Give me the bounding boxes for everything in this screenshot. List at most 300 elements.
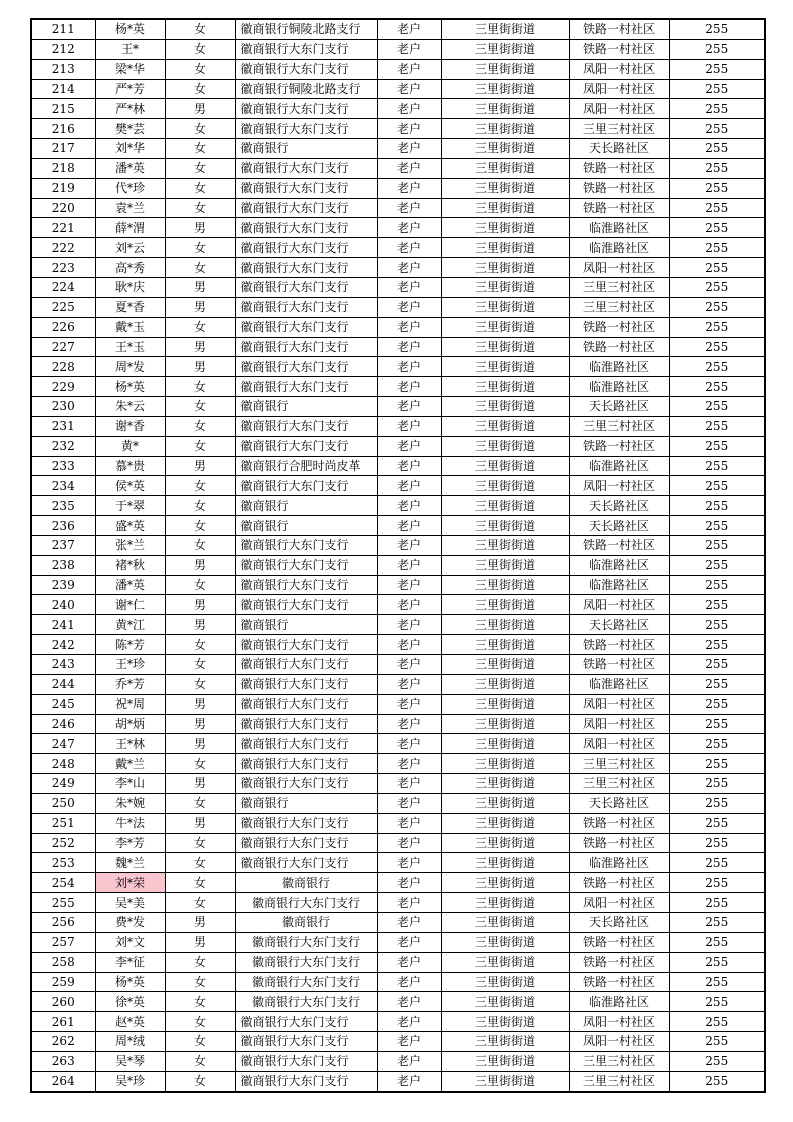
row-number-cell: 233 bbox=[31, 456, 95, 476]
subdistrict-cell: 三里街街道 bbox=[441, 139, 569, 159]
bank-cell: 徽商银行大东门支行 bbox=[235, 853, 377, 873]
bank-cell: 徽商银行大东门支行 bbox=[235, 813, 377, 833]
row-number-cell: 259 bbox=[31, 972, 95, 992]
name-cell: 潘*英 bbox=[95, 575, 165, 595]
subdistrict-cell: 三里街街道 bbox=[441, 119, 569, 139]
subdistrict-cell: 三里街街道 bbox=[441, 397, 569, 417]
gender-cell: 女 bbox=[165, 575, 235, 595]
community-cell: 临淮路社区 bbox=[569, 357, 669, 377]
row-number-cell: 215 bbox=[31, 99, 95, 119]
table-row bbox=[31, 317, 765, 337]
amount-cell: 255 bbox=[669, 714, 765, 734]
bank-cell: 徽商银行大东门支行 bbox=[235, 694, 377, 714]
row-number-cell: 244 bbox=[31, 674, 95, 694]
gender-cell: 女 bbox=[165, 1051, 235, 1071]
amount-cell: 255 bbox=[669, 198, 765, 218]
gender-cell: 男 bbox=[165, 615, 235, 635]
subdistrict-cell: 三里街街道 bbox=[441, 297, 569, 317]
row-number-cell: 232 bbox=[31, 436, 95, 456]
table-row bbox=[31, 238, 765, 258]
account-type-cell: 老户 bbox=[377, 357, 441, 377]
bank-cell: 徽商银行大东门支行 bbox=[235, 674, 377, 694]
gender-cell: 女 bbox=[165, 1032, 235, 1052]
subdistrict-cell: 三里街街道 bbox=[441, 555, 569, 575]
bank-cell: 徽商银行 bbox=[235, 615, 377, 635]
bank-cell: 徽商银行大东门支行 bbox=[235, 952, 377, 972]
community-cell: 铁路一村社区 bbox=[569, 39, 669, 59]
name-cell: 夏*香 bbox=[95, 297, 165, 317]
subdistrict-cell: 三里街街道 bbox=[441, 178, 569, 198]
community-cell: 三里三村社区 bbox=[569, 277, 669, 297]
bank-cell: 徽商银行大东门支行 bbox=[235, 1071, 377, 1091]
row-number-cell: 217 bbox=[31, 139, 95, 159]
account-type-cell: 老户 bbox=[377, 1071, 441, 1091]
table-row bbox=[31, 992, 765, 1012]
row-number-cell: 241 bbox=[31, 615, 95, 635]
bank-cell: 徽商银行大东门支行 bbox=[235, 238, 377, 258]
gender-cell: 男 bbox=[165, 337, 235, 357]
subdistrict-cell: 三里街街道 bbox=[441, 972, 569, 992]
account-type-cell: 老户 bbox=[377, 397, 441, 417]
subdistrict-cell: 三里街街道 bbox=[441, 655, 569, 675]
gender-cell: 女 bbox=[165, 655, 235, 675]
bank-cell: 徽商银行大东门支行 bbox=[235, 317, 377, 337]
table-row bbox=[31, 377, 765, 397]
bank-cell: 徽商银行大东门支行 bbox=[235, 357, 377, 377]
account-type-cell: 老户 bbox=[377, 754, 441, 774]
gender-cell: 女 bbox=[165, 833, 235, 853]
community-cell: 铁路一村社区 bbox=[569, 317, 669, 337]
table-row bbox=[31, 218, 765, 238]
subdistrict-cell: 三里街街道 bbox=[441, 754, 569, 774]
account-type-cell: 老户 bbox=[377, 1012, 441, 1032]
gender-cell: 男 bbox=[165, 694, 235, 714]
name-cell: 费*发 bbox=[95, 912, 165, 932]
amount-cell: 255 bbox=[669, 694, 765, 714]
account-type-cell: 老户 bbox=[377, 119, 441, 139]
account-type-cell: 老户 bbox=[377, 496, 441, 516]
subdistrict-cell: 三里街街道 bbox=[441, 932, 569, 952]
row-number-cell: 263 bbox=[31, 1051, 95, 1071]
gender-cell: 女 bbox=[165, 476, 235, 496]
community-cell: 三里三村社区 bbox=[569, 1051, 669, 1071]
table-row bbox=[31, 476, 765, 496]
gender-cell: 男 bbox=[165, 714, 235, 734]
table-row bbox=[31, 734, 765, 754]
gender-cell: 女 bbox=[165, 893, 235, 913]
table-row bbox=[31, 853, 765, 873]
row-number-cell: 212 bbox=[31, 39, 95, 59]
name-cell: 牛*法 bbox=[95, 813, 165, 833]
community-cell: 临淮路社区 bbox=[569, 674, 669, 694]
table-row bbox=[31, 297, 765, 317]
community-cell: 铁路一村社区 bbox=[569, 337, 669, 357]
bank-cell: 徽商银行铜陵北路支行 bbox=[235, 79, 377, 99]
gender-cell: 男 bbox=[165, 595, 235, 615]
row-number-cell: 256 bbox=[31, 912, 95, 932]
row-number-cell: 219 bbox=[31, 178, 95, 198]
gender-cell: 女 bbox=[165, 79, 235, 99]
name-cell: 戴*兰 bbox=[95, 754, 165, 774]
account-type-cell: 老户 bbox=[377, 59, 441, 79]
gender-cell: 女 bbox=[165, 516, 235, 536]
subdistrict-cell: 三里街街道 bbox=[441, 377, 569, 397]
table-row bbox=[31, 337, 765, 357]
row-number-cell: 224 bbox=[31, 277, 95, 297]
table-row bbox=[31, 1051, 765, 1071]
gender-cell: 女 bbox=[165, 1012, 235, 1032]
account-type-cell: 老户 bbox=[377, 813, 441, 833]
row-number-cell: 220 bbox=[31, 198, 95, 218]
community-cell: 临淮路社区 bbox=[569, 238, 669, 258]
amount-cell: 255 bbox=[669, 793, 765, 813]
table-row bbox=[31, 655, 765, 675]
account-type-cell: 老户 bbox=[377, 615, 441, 635]
community-cell: 凤阳一村社区 bbox=[569, 99, 669, 119]
subdistrict-cell: 三里街街道 bbox=[441, 99, 569, 119]
amount-cell: 255 bbox=[669, 357, 765, 377]
amount-cell: 255 bbox=[669, 952, 765, 972]
table-row bbox=[31, 952, 765, 972]
account-type-cell: 老户 bbox=[377, 972, 441, 992]
row-number-cell: 257 bbox=[31, 932, 95, 952]
account-type-cell: 老户 bbox=[377, 952, 441, 972]
account-type-cell: 老户 bbox=[377, 139, 441, 159]
amount-cell: 255 bbox=[669, 734, 765, 754]
amount-cell: 255 bbox=[669, 1051, 765, 1071]
gender-cell: 女 bbox=[165, 1071, 235, 1091]
community-cell: 临淮路社区 bbox=[569, 377, 669, 397]
name-cell: 朱*婉 bbox=[95, 793, 165, 813]
bank-cell: 徽商银行大东门支行 bbox=[235, 1051, 377, 1071]
amount-cell: 255 bbox=[669, 754, 765, 774]
account-type-cell: 老户 bbox=[377, 416, 441, 436]
community-cell: 天长路社区 bbox=[569, 496, 669, 516]
subdistrict-cell: 三里街街道 bbox=[441, 912, 569, 932]
row-number-cell: 214 bbox=[31, 79, 95, 99]
community-cell: 临淮路社区 bbox=[569, 456, 669, 476]
bank-cell: 徽商银行 bbox=[235, 397, 377, 417]
name-cell: 赵*英 bbox=[95, 1012, 165, 1032]
amount-cell: 255 bbox=[669, 377, 765, 397]
table-row bbox=[31, 774, 765, 794]
table-row bbox=[31, 357, 765, 377]
account-type-cell: 老户 bbox=[377, 635, 441, 655]
gender-cell: 女 bbox=[165, 39, 235, 59]
name-cell: 张*兰 bbox=[95, 535, 165, 555]
bank-cell: 徽商银行 bbox=[235, 793, 377, 813]
name-cell: 胡*炳 bbox=[95, 714, 165, 734]
name-cell: 于*翠 bbox=[95, 496, 165, 516]
community-cell: 凤阳一村社区 bbox=[569, 1032, 669, 1052]
row-number-cell: 252 bbox=[31, 833, 95, 853]
name-cell: 樊*芸 bbox=[95, 119, 165, 139]
table-row bbox=[31, 397, 765, 417]
bank-cell: 徽商银行大东门支行 bbox=[235, 595, 377, 615]
amount-cell: 255 bbox=[669, 79, 765, 99]
amount-cell: 255 bbox=[669, 833, 765, 853]
name-cell: 潘*英 bbox=[95, 158, 165, 178]
account-type-cell: 老户 bbox=[377, 992, 441, 1012]
amount-cell: 255 bbox=[669, 873, 765, 893]
account-type-cell: 老户 bbox=[377, 535, 441, 555]
subdistrict-cell: 三里街街道 bbox=[441, 793, 569, 813]
row-number-cell: 245 bbox=[31, 694, 95, 714]
table-row bbox=[31, 119, 765, 139]
gender-cell: 女 bbox=[165, 535, 235, 555]
community-cell: 三里三村社区 bbox=[569, 774, 669, 794]
row-number-cell: 253 bbox=[31, 853, 95, 873]
gender-cell: 女 bbox=[165, 873, 235, 893]
community-cell: 铁路一村社区 bbox=[569, 813, 669, 833]
row-number-cell: 216 bbox=[31, 119, 95, 139]
bank-cell: 徽商银行大东门支行 bbox=[235, 833, 377, 853]
subdistrict-cell: 三里街街道 bbox=[441, 535, 569, 555]
subdistrict-cell: 三里街街道 bbox=[441, 416, 569, 436]
community-cell: 临淮路社区 bbox=[569, 853, 669, 873]
community-cell: 凤阳一村社区 bbox=[569, 59, 669, 79]
community-cell: 临淮路社区 bbox=[569, 992, 669, 1012]
table-row bbox=[31, 436, 765, 456]
name-cell: 乔*芳 bbox=[95, 674, 165, 694]
name-cell: 代*珍 bbox=[95, 178, 165, 198]
community-cell: 三里三村社区 bbox=[569, 416, 669, 436]
bank-cell: 徽商银行 bbox=[235, 496, 377, 516]
community-cell: 凤阳一村社区 bbox=[569, 714, 669, 734]
bank-cell: 徽商银行 bbox=[235, 912, 377, 932]
community-cell: 铁路一村社区 bbox=[569, 655, 669, 675]
amount-cell: 255 bbox=[669, 337, 765, 357]
community-cell: 三里三村社区 bbox=[569, 754, 669, 774]
community-cell: 天长路社区 bbox=[569, 793, 669, 813]
gender-cell: 女 bbox=[165, 793, 235, 813]
account-type-cell: 老户 bbox=[377, 555, 441, 575]
name-cell: 王*玉 bbox=[95, 337, 165, 357]
bank-cell: 徽商银行大东门支行 bbox=[235, 99, 377, 119]
table-row bbox=[31, 615, 765, 635]
community-cell: 铁路一村社区 bbox=[569, 972, 669, 992]
account-type-cell: 老户 bbox=[377, 516, 441, 536]
account-type-cell: 老户 bbox=[377, 218, 441, 238]
row-number-cell: 261 bbox=[31, 1012, 95, 1032]
name-cell: 吴*美 bbox=[95, 893, 165, 913]
amount-cell: 255 bbox=[669, 218, 765, 238]
table-row bbox=[31, 912, 765, 932]
account-type-cell: 老户 bbox=[377, 893, 441, 913]
name-cell: 刘*华 bbox=[95, 139, 165, 159]
name-cell: 盛*英 bbox=[95, 516, 165, 536]
amount-cell: 255 bbox=[669, 158, 765, 178]
bank-cell: 徽商银行大东门支行 bbox=[235, 555, 377, 575]
subdistrict-cell: 三里街街道 bbox=[441, 1071, 569, 1091]
row-number-cell: 236 bbox=[31, 516, 95, 536]
amount-cell: 255 bbox=[669, 1071, 765, 1091]
community-cell: 天长路社区 bbox=[569, 397, 669, 417]
account-type-cell: 老户 bbox=[377, 19, 441, 39]
name-cell: 谢*仁 bbox=[95, 595, 165, 615]
name-cell: 朱*云 bbox=[95, 397, 165, 417]
account-type-cell: 老户 bbox=[377, 39, 441, 59]
gender-cell: 女 bbox=[165, 992, 235, 1012]
amount-cell: 255 bbox=[669, 178, 765, 198]
amount-cell: 255 bbox=[669, 99, 765, 119]
row-number-cell: 235 bbox=[31, 496, 95, 516]
amount-cell: 255 bbox=[669, 932, 765, 952]
name-cell: 耿*庆 bbox=[95, 277, 165, 297]
community-cell: 三里三村社区 bbox=[569, 297, 669, 317]
amount-cell: 255 bbox=[669, 516, 765, 536]
table-row bbox=[31, 496, 765, 516]
bank-cell: 徽商银行大东门支行 bbox=[235, 754, 377, 774]
account-type-cell: 老户 bbox=[377, 734, 441, 754]
name-cell: 徐*英 bbox=[95, 992, 165, 1012]
gender-cell: 女 bbox=[165, 158, 235, 178]
gender-cell: 女 bbox=[165, 139, 235, 159]
amount-cell: 255 bbox=[669, 238, 765, 258]
table-row bbox=[31, 158, 765, 178]
amount-cell: 255 bbox=[669, 456, 765, 476]
name-cell: 谢*香 bbox=[95, 416, 165, 436]
name-cell: 黄* bbox=[95, 436, 165, 456]
account-type-cell: 老户 bbox=[377, 595, 441, 615]
table-row bbox=[31, 635, 765, 655]
row-number-cell: 218 bbox=[31, 158, 95, 178]
bank-cell: 徽商银行大东门支行 bbox=[235, 178, 377, 198]
amount-cell: 255 bbox=[669, 416, 765, 436]
gender-cell: 女 bbox=[165, 952, 235, 972]
table-row bbox=[31, 1032, 765, 1052]
table-row bbox=[31, 813, 765, 833]
community-cell: 天长路社区 bbox=[569, 912, 669, 932]
subdistrict-cell: 三里街街道 bbox=[441, 496, 569, 516]
amount-cell: 255 bbox=[669, 655, 765, 675]
gender-cell: 男 bbox=[165, 912, 235, 932]
subdistrict-cell: 三里街街道 bbox=[441, 1032, 569, 1052]
subdistrict-cell: 三里街街道 bbox=[441, 992, 569, 1012]
row-number-cell: 225 bbox=[31, 297, 95, 317]
gender-cell: 男 bbox=[165, 357, 235, 377]
account-type-cell: 老户 bbox=[377, 476, 441, 496]
row-number-cell: 260 bbox=[31, 992, 95, 1012]
bank-cell: 徽商银行大东门支行 bbox=[235, 1012, 377, 1032]
subdistrict-cell: 三里街街道 bbox=[441, 436, 569, 456]
row-number-cell: 262 bbox=[31, 1032, 95, 1052]
row-number-cell: 258 bbox=[31, 952, 95, 972]
subdistrict-cell: 三里街街道 bbox=[441, 635, 569, 655]
subdistrict-cell: 三里街街道 bbox=[441, 575, 569, 595]
subdistrict-cell: 三里街街道 bbox=[441, 456, 569, 476]
amount-cell: 255 bbox=[669, 1032, 765, 1052]
amount-cell: 255 bbox=[669, 119, 765, 139]
amount-cell: 255 bbox=[669, 476, 765, 496]
account-type-cell: 老户 bbox=[377, 873, 441, 893]
account-type-cell: 老户 bbox=[377, 436, 441, 456]
table-row bbox=[31, 19, 765, 39]
name-cell: 慕*贵 bbox=[95, 456, 165, 476]
amount-cell: 255 bbox=[669, 595, 765, 615]
name-cell: 刘*荣 bbox=[95, 873, 165, 893]
account-type-cell: 老户 bbox=[377, 178, 441, 198]
subdistrict-cell: 三里街街道 bbox=[441, 476, 569, 496]
row-number-cell: 242 bbox=[31, 635, 95, 655]
amount-cell: 255 bbox=[669, 139, 765, 159]
bank-cell: 徽商银行大东门支行 bbox=[235, 39, 377, 59]
table-row bbox=[31, 972, 765, 992]
account-type-cell: 老户 bbox=[377, 377, 441, 397]
community-cell: 临淮路社区 bbox=[569, 218, 669, 238]
amount-cell: 255 bbox=[669, 912, 765, 932]
gender-cell: 女 bbox=[165, 635, 235, 655]
gender-cell: 女 bbox=[165, 972, 235, 992]
row-number-cell: 249 bbox=[31, 774, 95, 794]
amount-cell: 255 bbox=[669, 317, 765, 337]
community-cell: 凤阳一村社区 bbox=[569, 595, 669, 615]
row-number-cell: 222 bbox=[31, 238, 95, 258]
bank-cell: 徽商银行大东门支行 bbox=[235, 535, 377, 555]
name-cell: 褚*秋 bbox=[95, 555, 165, 575]
subdistrict-cell: 三里街街道 bbox=[441, 674, 569, 694]
name-cell: 吴*琴 bbox=[95, 1051, 165, 1071]
gender-cell: 男 bbox=[165, 297, 235, 317]
subdistrict-cell: 三里街街道 bbox=[441, 813, 569, 833]
gender-cell: 女 bbox=[165, 19, 235, 39]
table-row bbox=[31, 99, 765, 119]
table-row bbox=[31, 535, 765, 555]
account-type-cell: 老户 bbox=[377, 575, 441, 595]
account-type-cell: 老户 bbox=[377, 674, 441, 694]
name-cell: 陈*芳 bbox=[95, 635, 165, 655]
name-cell: 刘*文 bbox=[95, 932, 165, 952]
name-cell: 薛*渭 bbox=[95, 218, 165, 238]
amount-cell: 255 bbox=[669, 297, 765, 317]
community-cell: 三里三村社区 bbox=[569, 1071, 669, 1091]
account-type-cell: 老户 bbox=[377, 277, 441, 297]
subdistrict-cell: 三里街街道 bbox=[441, 516, 569, 536]
subdistrict-cell: 三里街街道 bbox=[441, 39, 569, 59]
amount-cell: 255 bbox=[669, 277, 765, 297]
account-type-cell: 老户 bbox=[377, 853, 441, 873]
table-row bbox=[31, 714, 765, 734]
name-cell: 李*征 bbox=[95, 952, 165, 972]
community-cell: 凤阳一村社区 bbox=[569, 476, 669, 496]
community-cell: 铁路一村社区 bbox=[569, 178, 669, 198]
amount-cell: 255 bbox=[669, 555, 765, 575]
table-row bbox=[31, 516, 765, 536]
account-type-cell: 老户 bbox=[377, 655, 441, 675]
row-number-cell: 243 bbox=[31, 655, 95, 675]
bank-cell: 徽商银行大东门支行 bbox=[235, 575, 377, 595]
subdistrict-cell: 三里街街道 bbox=[441, 1051, 569, 1071]
amount-cell: 255 bbox=[669, 19, 765, 39]
row-number-cell: 250 bbox=[31, 793, 95, 813]
row-number-cell: 228 bbox=[31, 357, 95, 377]
gender-cell: 男 bbox=[165, 932, 235, 952]
row-number-cell: 231 bbox=[31, 416, 95, 436]
subdistrict-cell: 三里街街道 bbox=[441, 357, 569, 377]
gender-cell: 女 bbox=[165, 853, 235, 873]
table-body bbox=[31, 19, 765, 1092]
bank-cell: 徽商银行大东门支行 bbox=[235, 258, 377, 278]
gender-cell: 男 bbox=[165, 218, 235, 238]
community-cell: 凤阳一村社区 bbox=[569, 258, 669, 278]
bank-cell: 徽商银行大东门支行 bbox=[235, 714, 377, 734]
amount-cell: 255 bbox=[669, 59, 765, 79]
account-type-cell: 老户 bbox=[377, 793, 441, 813]
amount-cell: 255 bbox=[669, 39, 765, 59]
gender-cell: 女 bbox=[165, 59, 235, 79]
subdistrict-cell: 三里街街道 bbox=[441, 317, 569, 337]
row-number-cell: 221 bbox=[31, 218, 95, 238]
